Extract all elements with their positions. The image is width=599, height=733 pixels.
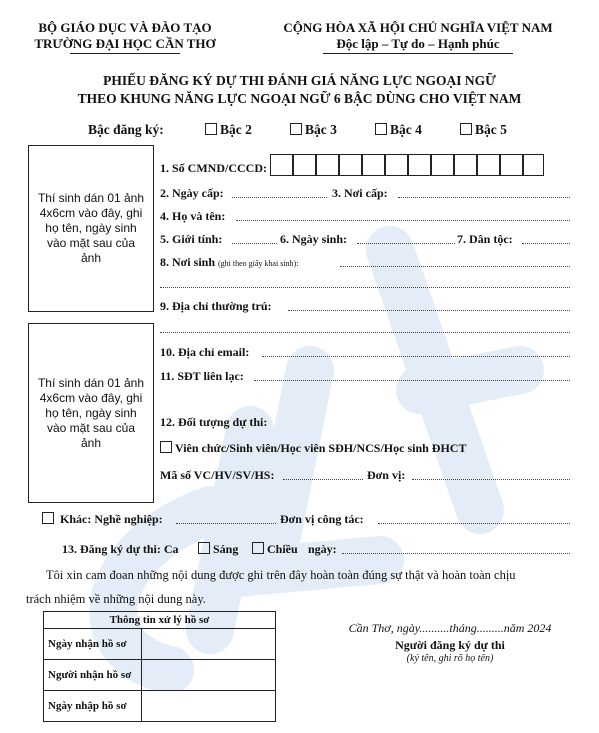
pledge-line-2: trách nhiệm về những nội dung này. <box>26 592 206 606</box>
address-line[interactable] <box>288 310 570 311</box>
signature-title: Người đăng ký dự thi <box>395 638 505 652</box>
occupation-line[interactable] <box>176 523 276 524</box>
level-option-2[interactable]: Bậc 2 <box>205 122 252 138</box>
unit-label: Đơn vị: <box>367 468 406 482</box>
dob-label: 6. Ngày sinh: <box>280 232 348 246</box>
exam-reg-label: 13. Đăng ký dự thi: Ca <box>62 542 179 556</box>
email-label: 10. Địa chỉ email: <box>160 345 250 359</box>
target-option[interactable]: Viên chức/Sinh viên/Học viên SĐH/NCS/Học sinh ĐHCT <box>160 441 466 456</box>
photo-box-1[interactable]: Thí sinh dán 01 ảnh 4x6cm vào đây, ghi họ tên, ngày sinh vào mặt sau của ảnh <box>28 145 154 312</box>
id-digit-box[interactable] <box>408 154 431 176</box>
gender-line[interactable] <box>232 243 277 244</box>
id-number-label: 1. Số CMND/CCCD: <box>160 161 267 175</box>
full-name-label: 4. Họ và tên: <box>160 209 226 223</box>
id-digit-box[interactable] <box>454 154 477 176</box>
id-digit-box[interactable] <box>431 154 454 176</box>
birthplace-line[interactable] <box>340 266 570 267</box>
issue-date-label: 2. Ngày cấp: <box>160 186 224 200</box>
birthplace-label: 8. Nơi sinh (ghi theo giấy khai sinh): <box>160 255 299 269</box>
checkbox-icon[interactable] <box>198 542 210 554</box>
row-value[interactable] <box>142 691 276 722</box>
photo-box-2[interactable]: Thí sinh dán 01 ảnh 4x6cm vào đây, ghi họ tên, ngày sinh vào mặt sau của ảnh <box>28 323 154 503</box>
signature-place-date: Cần Thơ, ngày..........tháng.........năm 2024 <box>348 621 552 635</box>
id-digit-box[interactable] <box>362 154 385 176</box>
table-row <box>44 660 276 691</box>
id-digit-box[interactable] <box>385 154 408 176</box>
id-digit-box[interactable] <box>477 154 500 176</box>
address-label: 9. Địa chỉ thường trú: <box>160 299 272 313</box>
unit-line[interactable] <box>412 479 570 480</box>
row-value[interactable] <box>142 660 276 691</box>
row-label: Người nhận hồ sơ <box>44 660 142 691</box>
code-line[interactable] <box>283 479 363 480</box>
checkbox-icon[interactable] <box>205 123 217 135</box>
code-label: Mã số VC/HV/SV/HS: <box>160 468 275 482</box>
id-digit-box[interactable] <box>523 154 544 176</box>
pledge-line-1: Tôi xin cam đoan những nội dung được ghi trên đây hoàn toàn đúng sự thật và hoàn toàn chịu <box>46 568 516 582</box>
exam-day-label: ngày: <box>308 542 337 556</box>
level-option-5[interactable]: Bậc 5 <box>460 122 507 138</box>
checkbox-icon[interactable] <box>42 512 54 524</box>
ministry-name: BỘ GIÁO DỤC VÀ ĐÀO TẠO <box>38 20 212 35</box>
work-unit-label: Đơn vị công tác: <box>280 512 364 526</box>
form-title-line2: THEO KHUNG NĂNG LỰC NGOẠI NGỮ 6 BẬC DÙNG CHO VIỆT NAM <box>77 91 522 106</box>
checkbox-icon[interactable] <box>290 123 302 135</box>
table-row <box>44 629 276 660</box>
id-digit-box[interactable] <box>270 154 293 176</box>
issue-date-line[interactable] <box>232 197 327 198</box>
exam-day-line[interactable] <box>342 553 570 554</box>
issue-place-line[interactable] <box>398 197 570 198</box>
phone-line[interactable] <box>254 380 570 381</box>
full-name-line[interactable] <box>236 220 570 221</box>
email-line[interactable] <box>262 356 570 357</box>
processing-table <box>43 611 276 722</box>
afternoon-option[interactable]: Chiều <box>252 542 298 557</box>
level-option-4[interactable]: Bậc 4 <box>375 122 422 138</box>
dob-line[interactable] <box>357 243 455 244</box>
checkbox-icon[interactable] <box>252 542 264 554</box>
other-option[interactable]: Khác: Nghề nghiệp: <box>42 512 163 527</box>
ethnicity-line[interactable] <box>522 243 570 244</box>
issue-place-label: 3. Nơi cấp: <box>332 186 388 200</box>
university-name: TRƯỜNG ĐẠI HỌC CẦN THƠ <box>34 36 216 51</box>
id-digit-box[interactable] <box>316 154 339 176</box>
id-digit-box[interactable] <box>339 154 362 176</box>
id-digit-box[interactable] <box>293 154 316 176</box>
national-motto: Độc lập – Tự do – Hạnh phúc <box>336 36 500 51</box>
birthplace-line-2[interactable] <box>160 287 570 288</box>
work-unit-line[interactable] <box>378 523 570 524</box>
target-label: 12. Đối tượng dự thi: <box>160 415 268 429</box>
row-label: Ngày nhập hồ sơ <box>44 691 142 722</box>
ethnicity-label: 7. Dân tộc: <box>457 232 513 246</box>
phone-label: 11. SĐT liên lạc: <box>160 369 244 383</box>
republic-name: CỘNG HÒA XÃ HỘI CHỦ NGHĨA VIỆT NAM <box>283 20 553 35</box>
signature-note: (ký tên, ghi rõ họ tên) <box>406 653 494 664</box>
gender-label: 5. Giới tính: <box>160 232 223 246</box>
form-title-line1: PHIẾU ĐĂNG KÝ DỰ THI ĐÁNH GIÁ NĂNG LỰC NGOẠI NGỮ <box>103 73 496 88</box>
table-row <box>44 691 276 722</box>
processing-header: Thông tin xử lý hồ sơ <box>44 612 276 629</box>
checkbox-icon[interactable] <box>160 441 172 453</box>
level-option-3[interactable]: Bậc 3 <box>290 122 337 138</box>
morning-option[interactable]: Sáng <box>198 542 238 557</box>
id-digit-box[interactable] <box>500 154 523 176</box>
checkbox-icon[interactable] <box>460 123 472 135</box>
level-label: Bậc đăng ký: <box>88 122 164 137</box>
address-line-2[interactable] <box>160 332 570 333</box>
row-label: Ngày nhận hồ sơ <box>44 629 142 660</box>
checkbox-icon[interactable] <box>375 123 387 135</box>
row-value[interactable] <box>142 629 276 660</box>
